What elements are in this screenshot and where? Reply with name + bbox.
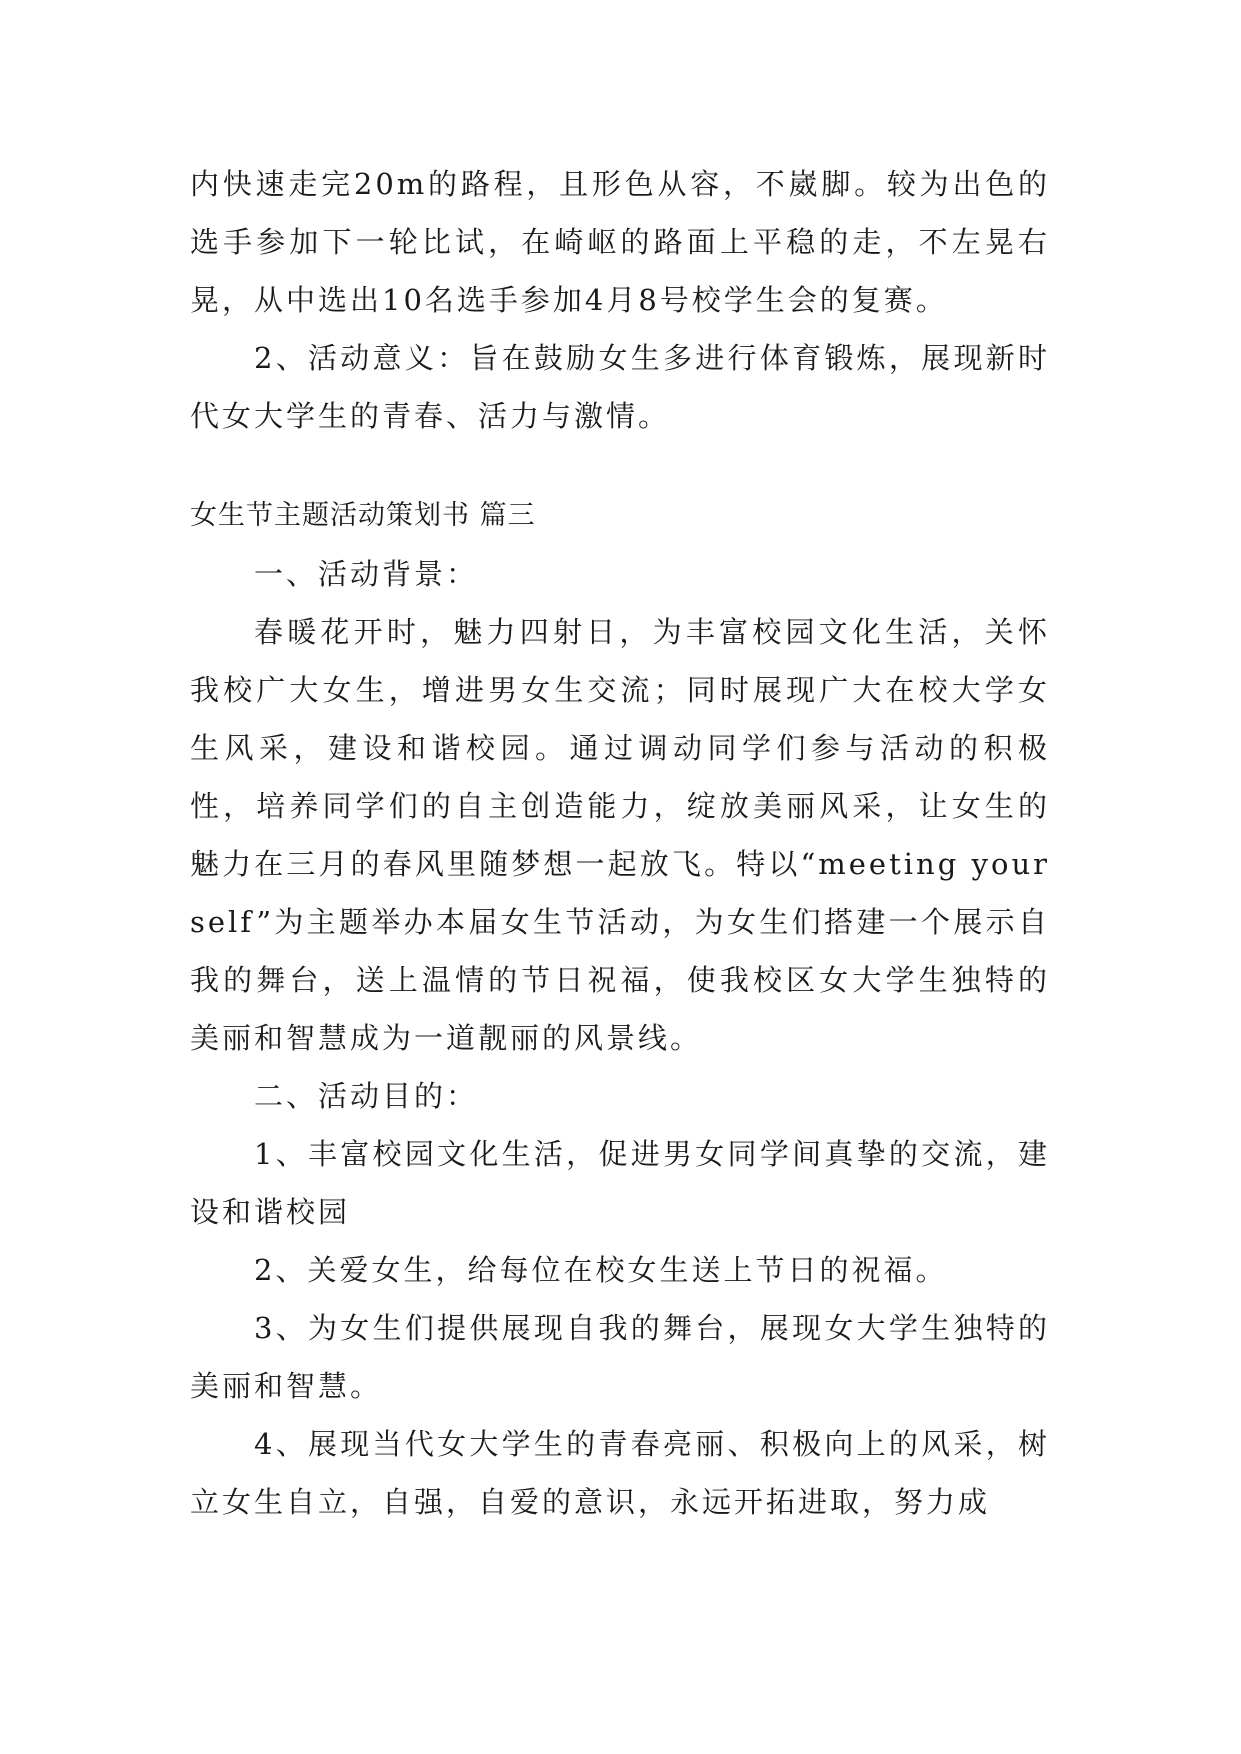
paragraph-purpose-4: 4、展现当代女大学生的青春亮丽、积极向上的风采，树立女生自立，自强，自爱的意识，永远开拓进取，努力成 xyxy=(190,1427,1050,1519)
heading-activity-purpose: 二、活动目的： xyxy=(254,1079,479,1113)
document-body xyxy=(190,155,1050,1531)
paragraph-purpose-3: 3、为女生们提供展现自我的舞台，展现女大学生独特的美丽和智慧。 xyxy=(190,1311,1050,1403)
paragraph-purpose-1: 1、丰富校园文化生活，促进男女同学间真挚的交流，建设和谐校园 xyxy=(190,1137,1050,1229)
paragraph-continuation: 内快速走完20m的路程，且形色从容，不崴脚。较为出色的选手参加下一轮比试，在崎岖的路面上平稳的走，不左晃右晃，从中选出10名选手参加4月8号校学生会的复赛。 xyxy=(190,167,1050,317)
paragraph-background: 春暖花开时，魅力四射日，为丰富校园文化生活，关怀我校广大女生，增进男女生交流；同时展现广大在校大学女生风采，建设和谐校园。通过调动同学们参与活动的积极性，培养同学们的自主创造能力，绽放美丽风采，让女生的魅力在三月的春风里随梦想一起放飞。特以“meeting yourself”为主题举办本届女生节活动，为女生们搭建一个展示自我的舞台，送上温情的节日祝福，使我校区女大学生独特的美丽和智慧成为一道靓丽的风景线。 xyxy=(190,615,1050,1055)
heading-activity-background: 一、活动背景： xyxy=(254,557,479,591)
section-title: 女生节主题活动策划书 篇三 xyxy=(190,500,536,531)
paragraph-activity-meaning: 2、活动意义：旨在鼓励女生多进行体育锻炼，展现新时代女大学生的青春、活力与激情。 xyxy=(190,341,1050,433)
section-gap xyxy=(190,445,1050,487)
paragraph-purpose-2: 2、关爱女生，给每位在校女生送上节日的祝福。 xyxy=(254,1253,948,1287)
